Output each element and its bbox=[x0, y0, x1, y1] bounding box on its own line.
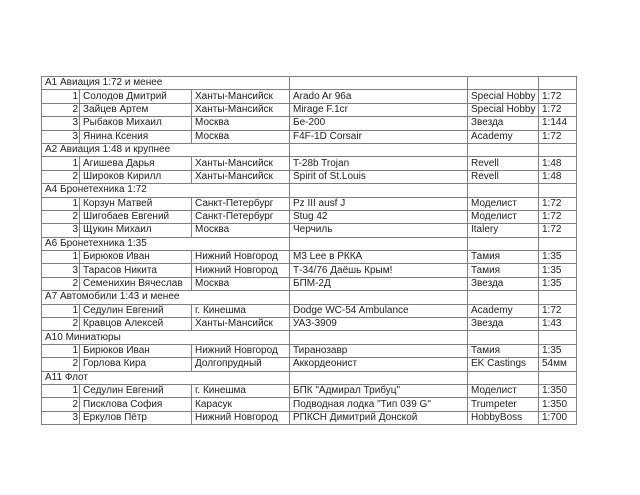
entry-row bbox=[42, 384, 577, 397]
entry-row bbox=[42, 304, 577, 317]
model-cell: F4F-1D Corsair bbox=[290, 130, 468, 143]
place-cell: 2 bbox=[42, 103, 80, 116]
city-cell: Санкт-Петербург bbox=[192, 197, 290, 210]
entry-row bbox=[42, 103, 577, 116]
manufacturer-cell: Revell bbox=[468, 157, 539, 170]
manufacturer-cell: Special Hobby bbox=[468, 90, 539, 103]
scale-cell: 1:72 bbox=[539, 210, 577, 223]
manufacturer-cell-empty bbox=[468, 291, 539, 304]
participant-cell: Янина Ксения bbox=[80, 130, 192, 143]
place-cell: 2 bbox=[42, 277, 80, 290]
entry-row bbox=[42, 170, 577, 183]
model-cell: Подводная лодка "Тип 039 G" bbox=[290, 398, 468, 411]
manufacturer-cell: Моделист bbox=[468, 197, 539, 210]
category-label: А11 Флот bbox=[42, 371, 290, 384]
model-cell: Аккордеонист bbox=[290, 358, 468, 371]
place-cell: 2 bbox=[42, 170, 80, 183]
scale-cell-empty bbox=[539, 184, 577, 197]
manufacturer-cell-empty bbox=[468, 371, 539, 384]
category-row bbox=[42, 184, 577, 197]
category-row bbox=[42, 371, 577, 384]
entry-row bbox=[42, 277, 577, 290]
city-cell: Ханты-Мансийск bbox=[192, 157, 290, 170]
scale-cell-empty bbox=[539, 237, 577, 250]
results-table bbox=[41, 76, 577, 425]
manufacturer-cell: Звезда bbox=[468, 277, 539, 290]
manufacturer-cell: Тамия bbox=[468, 251, 539, 264]
model-cell-empty bbox=[290, 77, 468, 90]
results-table-body bbox=[42, 77, 577, 425]
place-cell: 1 bbox=[42, 90, 80, 103]
scale-cell: 1:35 bbox=[539, 277, 577, 290]
entry-row bbox=[42, 264, 577, 277]
model-cell: Pz III ausf J bbox=[290, 197, 468, 210]
model-cell: Т-34/76 Даёшь Крым! bbox=[290, 264, 468, 277]
place-cell: 1 bbox=[42, 304, 80, 317]
model-cell: БПМ-2Д bbox=[290, 277, 468, 290]
manufacturer-cell: Academy bbox=[468, 130, 539, 143]
category-label: А6 Бронетехника 1:35 bbox=[42, 237, 290, 250]
city-cell: Карасук bbox=[192, 398, 290, 411]
city-cell: Москва bbox=[192, 130, 290, 143]
model-cell: Dodge WC-54 Ambulance bbox=[290, 304, 468, 317]
scale-cell-empty bbox=[539, 331, 577, 344]
entry-row bbox=[42, 411, 577, 424]
place-cell: 1 bbox=[42, 157, 80, 170]
participant-cell: Зайцев Артем bbox=[80, 103, 192, 116]
scale-cell: 1:700 bbox=[539, 411, 577, 424]
entry-row bbox=[42, 197, 577, 210]
entry-row bbox=[42, 157, 577, 170]
entry-row bbox=[42, 398, 577, 411]
scale-cell: 1:72 bbox=[539, 197, 577, 210]
model-cell-empty bbox=[290, 291, 468, 304]
manufacturer-cell-empty bbox=[468, 331, 539, 344]
manufacturer-cell: Academy bbox=[468, 304, 539, 317]
place-cell: 1 bbox=[42, 251, 80, 264]
city-cell: Нижний Новгород bbox=[192, 251, 290, 264]
city-cell: Москва bbox=[192, 117, 290, 130]
scale-cell: 1:72 bbox=[539, 90, 577, 103]
participant-cell: Седулин Евгений bbox=[80, 384, 192, 397]
scale-cell: 54мм bbox=[539, 358, 577, 371]
city-cell: Нижний Новгород bbox=[192, 344, 290, 357]
scale-cell-empty bbox=[539, 371, 577, 384]
city-cell: Ханты-Мансийск bbox=[192, 318, 290, 331]
participant-cell: Еркулов Пётр bbox=[80, 411, 192, 424]
category-row bbox=[42, 237, 577, 250]
manufacturer-cell: Special Hobby bbox=[468, 103, 539, 116]
manufacturer-cell: Моделист bbox=[468, 384, 539, 397]
participant-cell: Рыбаков Михаил bbox=[80, 117, 192, 130]
category-row bbox=[42, 77, 577, 90]
manufacturer-cell-empty bbox=[468, 184, 539, 197]
place-cell: 2 bbox=[42, 398, 80, 411]
manufacturer-cell: Trumpeter bbox=[468, 398, 539, 411]
model-cell-empty bbox=[290, 371, 468, 384]
model-cell: УАЗ-3909 bbox=[290, 318, 468, 331]
entry-row bbox=[42, 318, 577, 331]
manufacturer-cell-empty bbox=[468, 237, 539, 250]
model-cell: M3 Lee в РККА bbox=[290, 251, 468, 264]
model-cell-empty bbox=[290, 237, 468, 250]
place-cell: 3 bbox=[42, 130, 80, 143]
model-cell: Тиранозавр bbox=[290, 344, 468, 357]
participant-cell: Бирюков Иван bbox=[80, 344, 192, 357]
place-cell: 2 bbox=[42, 358, 80, 371]
entry-row bbox=[42, 224, 577, 237]
scale-cell-empty bbox=[539, 143, 577, 156]
scale-cell: 1:35 bbox=[539, 344, 577, 357]
category-label: А1 Авиация 1:72 и менее bbox=[42, 77, 290, 90]
category-label: А10 Миниатюры bbox=[42, 331, 290, 344]
manufacturer-cell-empty bbox=[468, 77, 539, 90]
scale-cell: 1:72 bbox=[539, 130, 577, 143]
participant-cell: Щукин Михаил bbox=[80, 224, 192, 237]
place-cell: 3 bbox=[42, 117, 80, 130]
entry-row bbox=[42, 251, 577, 264]
place-cell: 3 bbox=[42, 264, 80, 277]
entry-row bbox=[42, 358, 577, 371]
city-cell: Санкт-Петербург bbox=[192, 210, 290, 223]
city-cell: Нижний Новгород bbox=[192, 411, 290, 424]
manufacturer-cell: Звезда bbox=[468, 318, 539, 331]
participant-cell: Солодов Дмитрий bbox=[80, 90, 192, 103]
participant-cell: Писклова София bbox=[80, 398, 192, 411]
scale-cell: 1:43 bbox=[539, 318, 577, 331]
category-row bbox=[42, 291, 577, 304]
entry-row bbox=[42, 344, 577, 357]
category-label: А2 Авиация 1:48 и крупнее bbox=[42, 143, 290, 156]
participant-cell: Кравцов Алексей bbox=[80, 318, 192, 331]
city-cell: Долгопрудный bbox=[192, 358, 290, 371]
scale-cell: 1:35 bbox=[539, 251, 577, 264]
participant-cell: Седулин Евгений bbox=[80, 304, 192, 317]
city-cell: г. Кинешма bbox=[192, 304, 290, 317]
participant-cell: Бирюков Иван bbox=[80, 251, 192, 264]
entry-row bbox=[42, 130, 577, 143]
model-cell: Mirage F.1cr bbox=[290, 103, 468, 116]
scale-cell: 1:72 bbox=[539, 103, 577, 116]
city-cell: Ханты-Мансийск bbox=[192, 103, 290, 116]
participant-cell: Агишева Дарья bbox=[80, 157, 192, 170]
participant-cell: Корзун Матвей bbox=[80, 197, 192, 210]
model-cell: РПКСН Димитрий Донской bbox=[290, 411, 468, 424]
manufacturer-cell: Revell bbox=[468, 170, 539, 183]
entry-row bbox=[42, 90, 577, 103]
entry-row bbox=[42, 117, 577, 130]
manufacturer-cell: HobbyBoss bbox=[468, 411, 539, 424]
model-cell: БПК "Адмирал Трибуц" bbox=[290, 384, 468, 397]
city-cell: Ханты-Мансийск bbox=[192, 170, 290, 183]
participant-cell: Шигобаев Евгений bbox=[80, 210, 192, 223]
scale-cell: 1:48 bbox=[539, 157, 577, 170]
scale-cell: 1:35 bbox=[539, 264, 577, 277]
model-cell-empty bbox=[290, 143, 468, 156]
model-cell: Spirit of St.Louis bbox=[290, 170, 468, 183]
manufacturer-cell: Звезда bbox=[468, 117, 539, 130]
city-cell: Нижний Новгород bbox=[192, 264, 290, 277]
participant-cell: Широков Кирилл bbox=[80, 170, 192, 183]
scale-cell: 1:144 bbox=[539, 117, 577, 130]
scale-cell: 1:350 bbox=[539, 384, 577, 397]
manufacturer-cell: Моделист bbox=[468, 210, 539, 223]
place-cell: 1 bbox=[42, 384, 80, 397]
scale-cell: 1:350 bbox=[539, 398, 577, 411]
model-cell: Arado Ar 96a bbox=[290, 90, 468, 103]
model-cell-empty bbox=[290, 184, 468, 197]
manufacturer-cell: Тамия bbox=[468, 264, 539, 277]
manufacturer-cell-empty bbox=[468, 143, 539, 156]
scale-cell: 1:72 bbox=[539, 224, 577, 237]
model-cell: T-28b Trojan bbox=[290, 157, 468, 170]
category-label: А4 Бронетехника 1:72 bbox=[42, 184, 290, 197]
scale-cell: 1:48 bbox=[539, 170, 577, 183]
category-row bbox=[42, 143, 577, 156]
participant-cell: Тарасов Никита bbox=[80, 264, 192, 277]
scale-cell-empty bbox=[539, 291, 577, 304]
place-cell: 2 bbox=[42, 210, 80, 223]
place-cell: 1 bbox=[42, 344, 80, 357]
model-cell: Stug 42 bbox=[290, 210, 468, 223]
model-cell-empty bbox=[290, 331, 468, 344]
manufacturer-cell: Italery bbox=[468, 224, 539, 237]
scale-cell-empty bbox=[539, 77, 577, 90]
city-cell: Москва bbox=[192, 277, 290, 290]
model-cell: Черчиль bbox=[290, 224, 468, 237]
participant-cell: Семенихин Вячеслав bbox=[80, 277, 192, 290]
manufacturer-cell: EK Castings bbox=[468, 358, 539, 371]
city-cell: Ханты-Мансийск bbox=[192, 90, 290, 103]
manufacturer-cell: Тамия bbox=[468, 344, 539, 357]
place-cell: 1 bbox=[42, 197, 80, 210]
place-cell: 3 bbox=[42, 224, 80, 237]
model-cell: Бе-200 bbox=[290, 117, 468, 130]
city-cell: Москва bbox=[192, 224, 290, 237]
category-label: А7 Автомобили 1:43 и менее bbox=[42, 291, 290, 304]
category-row bbox=[42, 331, 577, 344]
participant-cell: Горлова Кира bbox=[80, 358, 192, 371]
place-cell: 3 bbox=[42, 411, 80, 424]
place-cell: 2 bbox=[42, 318, 80, 331]
entry-row bbox=[42, 210, 577, 223]
city-cell: г. Кинешма bbox=[192, 384, 290, 397]
scale-cell: 1:72 bbox=[539, 304, 577, 317]
